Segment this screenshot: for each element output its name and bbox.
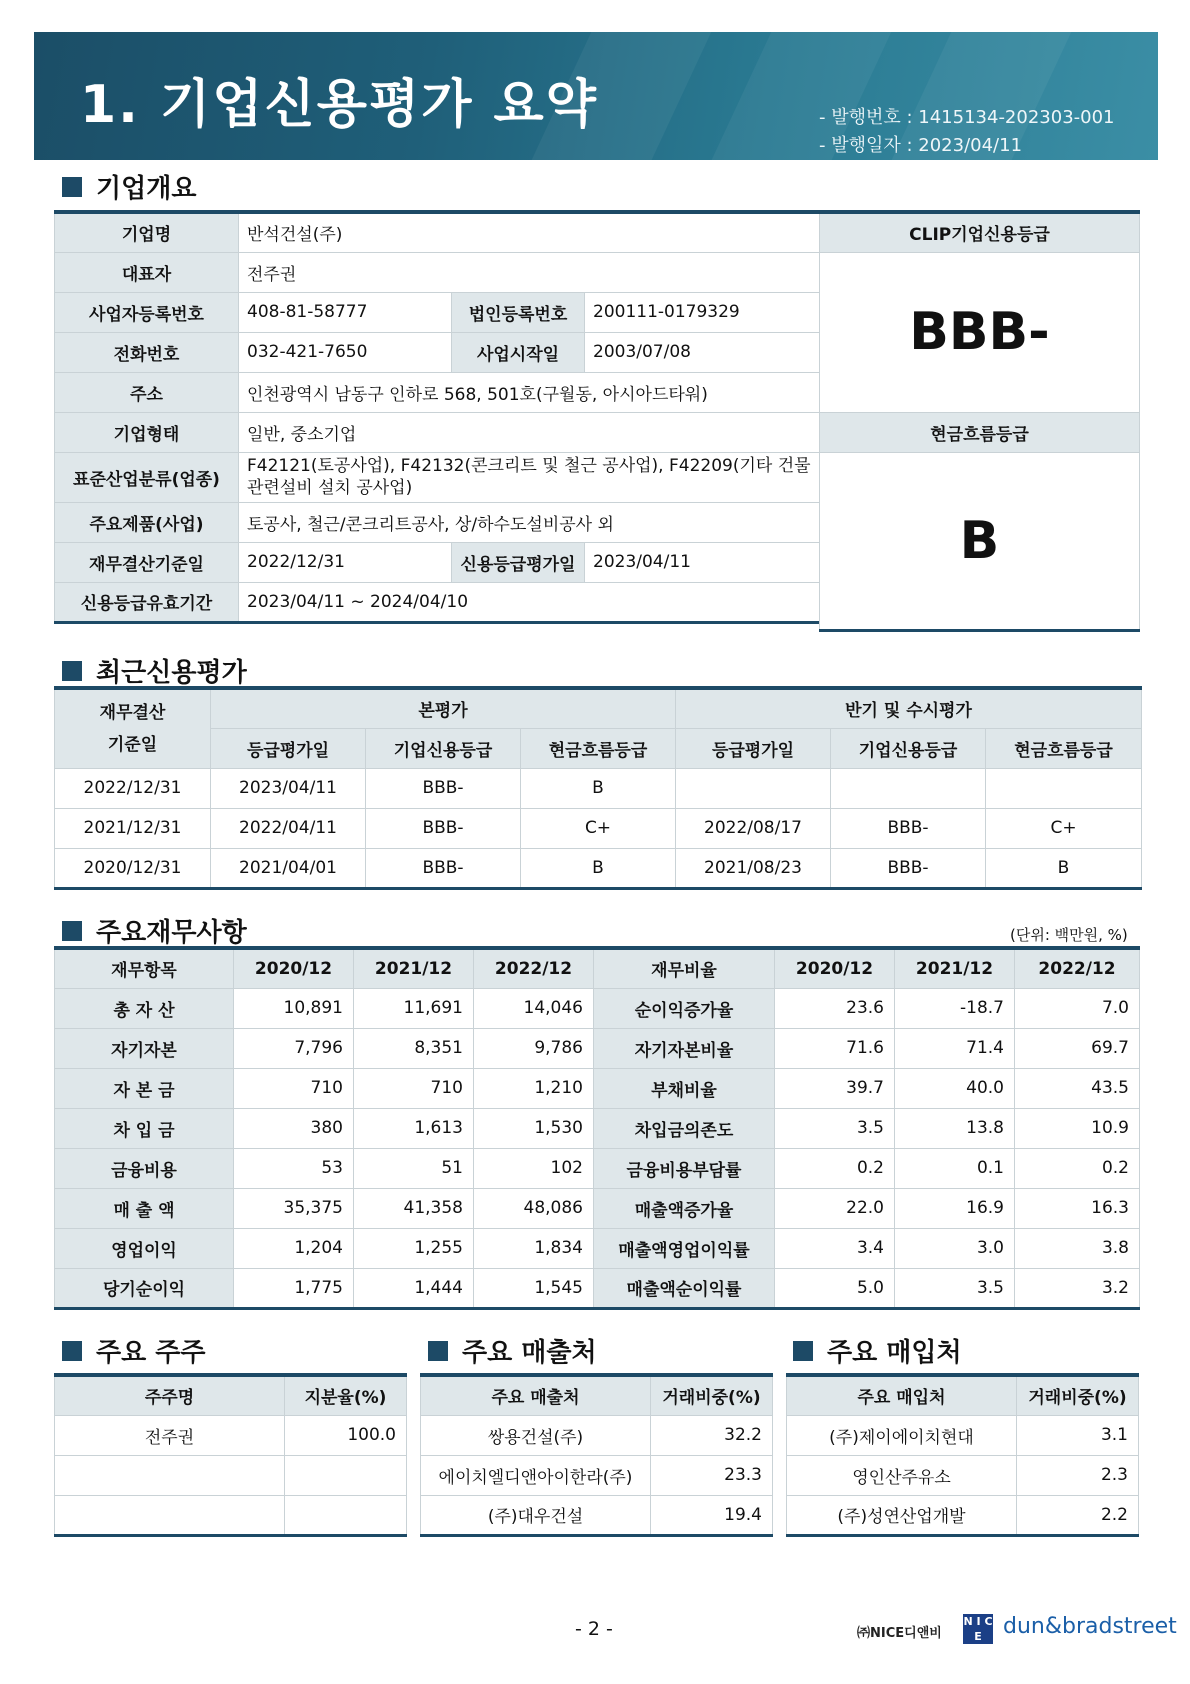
cell: 1,530: [474, 1108, 594, 1148]
label-ceo: 대표자: [55, 252, 239, 292]
cell: 2023/04/11: [211, 768, 366, 808]
square-bullet-icon: [62, 1341, 82, 1361]
cell: 22.0: [775, 1188, 895, 1228]
section-title-text: 최근신용평가: [96, 658, 247, 688]
cell: 13.8: [895, 1108, 1015, 1148]
financial-table: [54, 946, 1140, 1310]
cell: 16.9: [895, 1188, 1015, 1228]
value-start-date: 2003/07/08: [585, 332, 820, 372]
cell: 1,444: [354, 1268, 474, 1308]
value-type: 일반, 중소기업: [239, 412, 820, 452]
cell: 380: [234, 1108, 354, 1148]
cell: -18.7: [895, 988, 1015, 1028]
shareholders-table: [54, 1373, 407, 1537]
section-title-shareholders: [62, 1332, 206, 1369]
cell: 2.2: [1017, 1495, 1139, 1535]
value-validity: 2023/04/11 ~ 2024/04/10: [239, 582, 820, 622]
cell: [986, 768, 1142, 808]
issue-number: - 발행번호 : 1415134-202303-001: [819, 107, 1115, 128]
cell: 3.5: [895, 1268, 1015, 1308]
cell: 2021/08/23: [676, 848, 831, 888]
header-fiscal: [55, 688, 211, 768]
table-row: [787, 1455, 1139, 1495]
section-title-customers: [428, 1332, 597, 1369]
label-validity: 신용등급유효기간: [55, 582, 239, 622]
cell: [285, 1455, 407, 1495]
header-main-eval: 본평가: [211, 688, 676, 728]
cell: 9,786: [474, 1028, 594, 1068]
column-header: 거래비중(%): [1017, 1375, 1139, 1415]
table-row: [55, 1455, 407, 1495]
cell: 10.9: [1015, 1108, 1140, 1148]
cell: 3.0: [895, 1228, 1015, 1268]
suppliers-table: [786, 1373, 1139, 1537]
row-label: 순이익증가율: [594, 988, 775, 1028]
cell: 2020/12/31: [55, 848, 211, 888]
cell: BBB-: [366, 808, 521, 848]
cell: 3.8: [1015, 1228, 1140, 1268]
cell: 35,375: [234, 1188, 354, 1228]
row-label: 부채비율: [594, 1068, 775, 1108]
section-title-overview: [62, 168, 196, 205]
cell: 1,210: [474, 1068, 594, 1108]
cell: (주)제이에이치현대: [787, 1415, 1017, 1455]
cash-grade-value: B: [820, 452, 1140, 630]
row-label: 당기순이익: [55, 1268, 234, 1308]
cell: 1,613: [354, 1108, 474, 1148]
cell: [831, 768, 986, 808]
cell: 1,545: [474, 1268, 594, 1308]
header-fiscal-line1: 재무결산: [99, 702, 166, 723]
section-title-text: 주요 매입처: [827, 1338, 962, 1368]
value-industry: F42121(토공사업), F42132(콘크리트 및 철근 공사업), F42209(기타 건물 관련설비 설치 공사업): [239, 452, 820, 502]
cell: 1,204: [234, 1228, 354, 1268]
column-header: 주요 매입처: [787, 1375, 1017, 1415]
table-row: [55, 1108, 1140, 1148]
customers-table: [420, 1373, 773, 1537]
square-bullet-icon: [62, 177, 82, 197]
cell: 102: [474, 1148, 594, 1188]
cash-grade-label: 현금흐름등급: [820, 412, 1140, 452]
table-row: [787, 1415, 1139, 1455]
cell: 23.6: [775, 988, 895, 1028]
label-start-date: 사업시작일: [452, 332, 585, 372]
label-products: 주요제품(사업): [55, 502, 239, 542]
cell: 전주권: [55, 1415, 285, 1455]
square-bullet-icon: [62, 921, 82, 941]
cell: 39.7: [775, 1068, 895, 1108]
section-title-text: 주요 주주: [96, 1338, 206, 1368]
column-header: 지분율(%): [285, 1375, 407, 1415]
row-label: 영업이익: [55, 1228, 234, 1268]
cell: [55, 1495, 285, 1535]
cell: 영인산주유소: [787, 1455, 1017, 1495]
square-bullet-icon: [62, 661, 82, 681]
cell: 71.6: [775, 1028, 895, 1068]
cell: 8,351: [354, 1028, 474, 1068]
recent-rating-table: [54, 686, 1142, 890]
cell: 100.0: [285, 1415, 407, 1455]
table-row: [55, 1028, 1140, 1068]
cell: 53: [234, 1148, 354, 1188]
section-title-text: 기업개요: [96, 174, 197, 204]
cell: 10,891: [234, 988, 354, 1028]
cell: 51: [354, 1148, 474, 1188]
clip-grade-value: BBB-: [820, 252, 1140, 412]
column-header: 2021/12: [354, 948, 474, 988]
clip-grade-label: CLIP기업신용등급: [820, 212, 1140, 252]
table-row: [55, 808, 1142, 848]
value-ceo: 전주권: [239, 252, 820, 292]
cell: 3.4: [775, 1228, 895, 1268]
cell: 1,255: [354, 1228, 474, 1268]
table-row: [421, 1495, 773, 1535]
column-header: 재무항목: [55, 948, 234, 988]
issue-meta: [819, 104, 1115, 160]
cell: 2022/12/31: [55, 768, 211, 808]
title-banner: [34, 32, 1158, 160]
value-biz-no: 408-81-58777: [239, 292, 452, 332]
cell: C+: [521, 808, 676, 848]
dnb-logo: dun&bradstreet: [1003, 1614, 1177, 1639]
section-title-financial: [62, 912, 247, 949]
grade-table: [819, 210, 1140, 632]
cell: 40.0: [895, 1068, 1015, 1108]
value-products: 토공사, 철근/콘크리트공사, 상/하수도설비공사 외: [239, 502, 820, 542]
square-bullet-icon: [793, 1341, 813, 1361]
cell: 14,046: [474, 988, 594, 1028]
unit-note: (단위: 백만원, %): [1010, 926, 1128, 944]
label-address: 주소: [55, 372, 239, 412]
cell: 3.1: [1017, 1415, 1139, 1455]
page-title: 1. 기업신용평가 요약: [80, 75, 598, 135]
table-row: [55, 1495, 407, 1535]
cell: [55, 1455, 285, 1495]
column-header: 주주명: [55, 1375, 285, 1415]
value-rating-date: 2023/04/11: [585, 542, 820, 582]
table-row: [55, 1068, 1140, 1108]
column-header: 2022/12: [474, 948, 594, 988]
label-biz-no: 사업자등록번호: [55, 292, 239, 332]
cell: 69.7: [1015, 1028, 1140, 1068]
row-label: 총 자 산: [55, 988, 234, 1028]
cell: 쌍용건설(주): [421, 1415, 651, 1455]
value-fiscal: 2022/12/31: [239, 542, 452, 582]
row-label: 차 입 금: [55, 1108, 234, 1148]
value-address: 인천광역시 남동구 인하로 568, 501호(구월동, 아시아드타워): [239, 372, 820, 412]
nice-logo: ㈜NICE디앤비: [857, 1626, 942, 1641]
cell: BBB-: [366, 848, 521, 888]
issue-date: - 발행일자 : 2023/04/11: [819, 135, 1023, 156]
table-row: [55, 1148, 1140, 1188]
cell: 16.3: [1015, 1188, 1140, 1228]
cell: 5.0: [775, 1268, 895, 1308]
column-header: 주요 매출처: [421, 1375, 651, 1415]
cell: [676, 768, 831, 808]
table-row: [55, 988, 1140, 1028]
cell: 2021/12/31: [55, 808, 211, 848]
nice-emblem-icon: N I C E: [963, 1615, 993, 1643]
cell: 7.0: [1015, 988, 1140, 1028]
cell: 에이치엘디앤아이한라(주): [421, 1455, 651, 1495]
value-corp-no: 200111-0179329: [585, 292, 820, 332]
row-label: 매출액증가율: [594, 1188, 775, 1228]
cell: 23.3: [651, 1455, 773, 1495]
table-row: [787, 1495, 1139, 1535]
cell: 2022/08/17: [676, 808, 831, 848]
subheader: 등급평가일: [211, 728, 366, 768]
cell: 710: [234, 1068, 354, 1108]
cell: 2022/04/11: [211, 808, 366, 848]
cell: BBB-: [366, 768, 521, 808]
cell: 2.3: [1017, 1455, 1139, 1495]
table-row: [55, 768, 1142, 808]
row-label: 매 출 액: [55, 1188, 234, 1228]
cell: 48,086: [474, 1188, 594, 1228]
section-title-text: 주요재무사항: [96, 918, 247, 948]
cell: B: [521, 848, 676, 888]
cell: 7,796: [234, 1028, 354, 1068]
cell: 3.2: [1015, 1268, 1140, 1308]
cell: 3.5: [775, 1108, 895, 1148]
overview-table: [54, 210, 820, 624]
row-label: 매출액순이익률: [594, 1268, 775, 1308]
cell: 19.4: [651, 1495, 773, 1535]
label-phone: 전화번호: [55, 332, 239, 372]
subheader: 기업신용등급: [366, 728, 521, 768]
cell: BBB-: [831, 848, 986, 888]
subheader: 현금흐름등급: [986, 728, 1142, 768]
column-header: 재무비율: [594, 948, 775, 988]
cell: 43.5: [1015, 1068, 1140, 1108]
cell: 1,834: [474, 1228, 594, 1268]
cell: 0.2: [1015, 1148, 1140, 1188]
cell: 0.1: [895, 1148, 1015, 1188]
column-header: 2022/12: [1015, 948, 1140, 988]
square-bullet-icon: [428, 1341, 448, 1361]
cell: B: [986, 848, 1142, 888]
table-row: [55, 1188, 1140, 1228]
table-row: [55, 1268, 1140, 1308]
cell: 2021/04/01: [211, 848, 366, 888]
row-label: 금융비용: [55, 1148, 234, 1188]
cell: 710: [354, 1068, 474, 1108]
row-label: 자 본 금: [55, 1068, 234, 1108]
cell: (주)성연산업개발: [787, 1495, 1017, 1535]
section-title-suppliers: [793, 1332, 962, 1369]
value-company: 반석건설(주): [239, 212, 820, 252]
page-number: - 2 -: [575, 1618, 613, 1640]
table-row: [421, 1455, 773, 1495]
table-row: [421, 1415, 773, 1455]
financial-rows: [55, 988, 1140, 1308]
label-fiscal: 재무결산기준일: [55, 542, 239, 582]
cell: B: [521, 768, 676, 808]
row-label: 자기자본: [55, 1028, 234, 1068]
subheader: 등급평가일: [676, 728, 831, 768]
cell: C+: [986, 808, 1142, 848]
cell: 32.2: [651, 1415, 773, 1455]
cell: 11,691: [354, 988, 474, 1028]
subheader: 기업신용등급: [831, 728, 986, 768]
table-row: [55, 1228, 1140, 1268]
row-label: 차입금의존도: [594, 1108, 775, 1148]
label-company: 기업명: [55, 212, 239, 252]
label-corp-no: 법인등록번호: [452, 292, 585, 332]
label-rating-date: 신용등급평가일: [452, 542, 585, 582]
column-header: 2020/12: [234, 948, 354, 988]
cell: 41,358: [354, 1188, 474, 1228]
row-label: 금융비용부담률: [594, 1148, 775, 1188]
header-half-eval: 반기 및 수시평가: [676, 688, 1142, 728]
column-header: 2021/12: [895, 948, 1015, 988]
cell: 1,775: [234, 1268, 354, 1308]
label-industry: 표준산업분류(업종): [55, 452, 239, 502]
cell: 71.4: [895, 1028, 1015, 1068]
section-title-text: 주요 매출처: [462, 1338, 597, 1368]
header-fiscal-line2: 기준일: [107, 734, 158, 755]
column-header: 2020/12: [775, 948, 895, 988]
cell: (주)대우건설: [421, 1495, 651, 1535]
cell: [285, 1495, 407, 1535]
table-row: [55, 1415, 407, 1455]
table-row: [55, 848, 1142, 888]
section-title-recent: [62, 652, 247, 689]
row-label: 자기자본비율: [594, 1028, 775, 1068]
row-label: 매출액영업이익률: [594, 1228, 775, 1268]
label-type: 기업형태: [55, 412, 239, 452]
cell: 0.2: [775, 1148, 895, 1188]
cell: BBB-: [831, 808, 986, 848]
column-header: 거래비중(%): [651, 1375, 773, 1415]
value-phone: 032-421-7650: [239, 332, 452, 372]
subheader: 현금흐름등급: [521, 728, 676, 768]
